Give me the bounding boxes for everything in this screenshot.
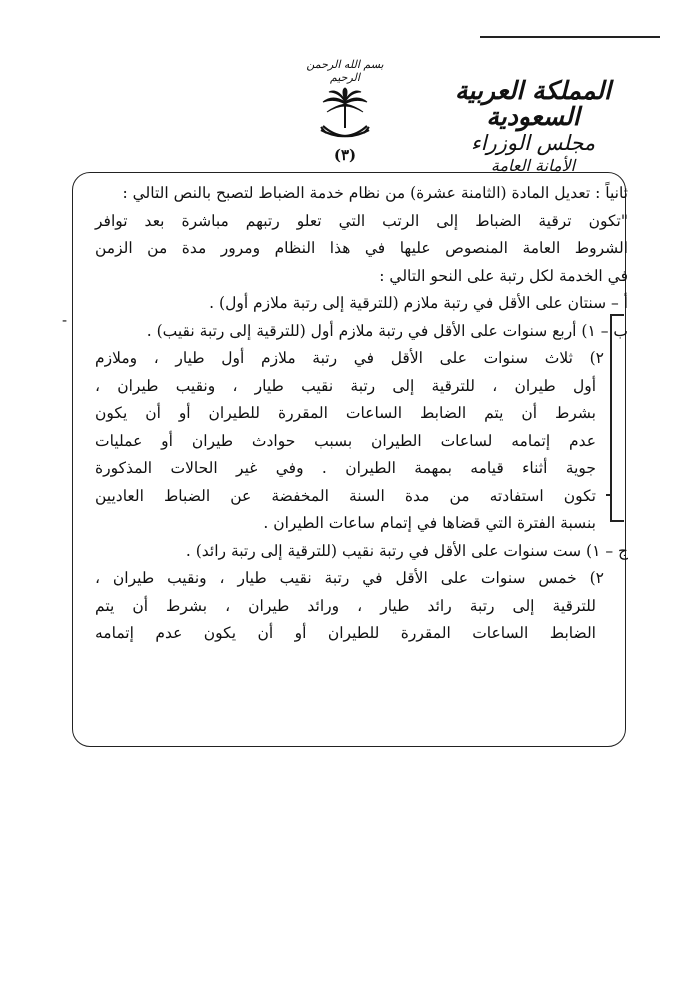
text-line: ٢) خمس سنوات على الأقل في رتبة نقيب طيار ، ونقيب طيران ، [95,569,604,587]
basmala: بسم الله الرحمن الرحيم [306,58,384,84]
text-line: ب – ١) أربع سنوات على الأقل في رتبة ملازم أول (للترقية إلى رتبة نقيب) . [146,321,628,340]
kingdom-title: المملكة العربية السعودية [455,76,611,132]
text-line: تكون استفادته من مدة السنة المخفضة عن الضباط العاديين [95,486,596,505]
text-line: بنسبة الفترة التي قضاها في إتمام ساعات الطيران . [263,514,596,532]
letterhead [428,78,638,175]
text-line: للترقية إلى رتبة رائد طيار ، ورائد طيران ، بشرط أن يتم [95,596,596,615]
text-line: ٢) ثلاث سنوات على الأقل في رتبة ملازم أول طيار ، وملازم [95,349,604,367]
text-line: ج – ١) ست سنوات على الأقل في رتبة نقيب (للترقية إلى رتبة رائد) . [185,541,628,560]
text-line: أول طيران ، للترقية إلى رتبة نقيب طيار ، ونقيب طيران ، [95,376,596,395]
text-line: "تكون ترقية الضباط إلى الرتب التي تعلو رتبهم مباشرة بعد توافر [95,211,628,230]
article-text [95,180,628,648]
secretariat-title: الأمانة العامة [490,155,576,175]
top-rule [480,36,660,38]
margin-dash: - [62,311,68,329]
text-line: في الخدمة لكل رتبة على النحو التالي : [379,266,628,285]
text-line: بشرط أن يتم الضابط الساعات المقررة للطيران أو أن يكون [95,404,596,422]
text-line: ثانياً : تعديل المادة (الثامنة عشرة) من نظام خدمة الضباط لتصبح بالنص التالي : [122,184,628,202]
text-line: أ – سنتان على الأقل في رتبة ملازم (للترقية إلى رتبة ملازم أول) . [209,294,628,312]
text-line: جوية أثناء قيامه بمهمة الطيران . وفي غير الحالات المذكورة [95,459,596,477]
text-line: عدم إتمامه لساعات الطيران بسبب حوادث طيران أو عمليات [95,431,596,450]
emblem-block [290,58,400,164]
page-number: (٣) [333,146,357,164]
council-title: مجلس الوزراء [470,130,596,155]
text-line: الشروط العامة المنصوص عليها في هذا النظام ومرور مدة من الزمن [95,239,628,257]
text-line: الضابط الساعات المقررة للطيران أو أن يكون عدم إتمامه [95,624,596,642]
palm-swords-emblem-icon [315,86,375,146]
